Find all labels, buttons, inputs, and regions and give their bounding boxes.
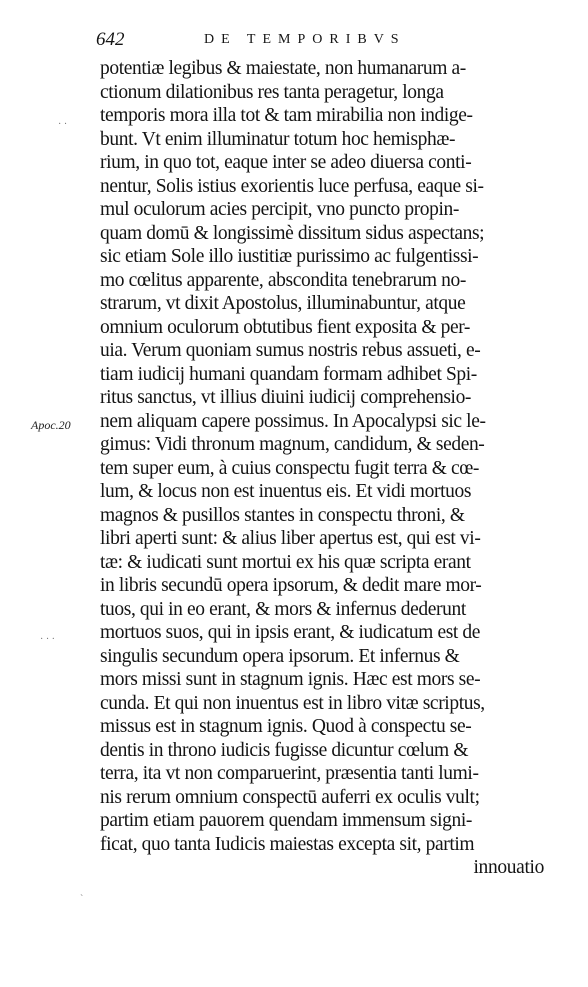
text-line: tæ: & iudicati sunt mortui ex his quæ scripta erant — [100, 551, 471, 573]
margin-speck: · · · — [40, 634, 55, 645]
text-line: terra, ita vt non comparuerint, præsentia tanti lumi- — [100, 763, 479, 784]
text-line: mors missi sunt in stagnum ignis. Hæc est mors se- — [100, 669, 481, 690]
text-line: missus est in stagnum ignis. Quod à conspectu se- — [100, 716, 472, 737]
text-line: cunda. Et qui non inuentus est in libro vitæ scriptus, — [100, 692, 485, 714]
text-line: sic etiam Sole illo iustitiæ purissimo ac fulgentissi- — [100, 246, 479, 267]
margin-speck: ` — [80, 894, 84, 905]
text-line: partim etiam pauorem quendam immensum signi- — [100, 810, 472, 831]
text-line: gimus: Vidi thronum magnum, candidum, & seden- — [100, 434, 485, 455]
catchword: innouatio — [473, 857, 544, 878]
text-line: uia. Verum quoniam sumus nostris rebus assueti, e- — [100, 340, 481, 361]
margin-note: Apoc.20 — [31, 418, 71, 432]
text-line: mortuos suos, qui in ipsis erant, & iudicatum est de — [100, 622, 481, 643]
text-line: mul oculorum acies percipit, vno puncto propin- — [100, 199, 460, 220]
text-line: tuos, qui in eo erant, & mors & infernus dederunt — [100, 598, 466, 620]
text-line: strarum, vt dixit Apostolus, illuminabuntur, atque — [100, 293, 466, 314]
text-line: magnos & pusillos stantes in conspectu throni, & — [100, 504, 465, 526]
text-line: in libris secundū opera ipsorum, & dedit mare mor- — [100, 575, 482, 596]
text-line: mo cœlitus apparente, abscondita tenebrarum no- — [100, 269, 466, 291]
text-line: bunt. Vt enim illuminatur totum hoc hemisphæ- — [100, 128, 456, 150]
text-line: quam domū & longissimè dissitum sidus aspectans; — [100, 222, 485, 244]
text-line: singulis secundum opera ipsorum. Et infernus & — [100, 645, 460, 667]
text-line: potentiæ legibus & maiestate, non humanarum a- — [100, 58, 466, 79]
text-line: dentis in throno iudicis fugisse dicuntur cœlum & — [100, 739, 469, 761]
page-number: 642 — [96, 29, 125, 50]
text-line: nis rerum omnium conspectū auferri ex oculis vult; — [100, 786, 480, 808]
text-line: lum, & locus non est inuentus eis. Et vidi mortuos — [100, 481, 472, 502]
text-line: tem super eum, à cuius conspectu fugit terra & cœ- — [100, 457, 480, 479]
page-header — [96, 29, 556, 51]
body-text — [100, 57, 580, 880]
text-line: tiam iudicij humani quandam formam adhibet Spi- — [100, 363, 477, 385]
text-line: ctionum dilationibus res tanta peragetur, longa — [100, 81, 444, 103]
text-line: ritus sanctus, vt illius diuini iudicij comprehensio- — [100, 387, 472, 408]
text-line: ficat, quo tanta Iudicis maiestas excepta sit, partim — [100, 833, 475, 855]
margin-speck: · · — [58, 119, 68, 130]
running-title: DE TEMPORIBVS — [204, 32, 406, 47]
text-line: nentur, Solis istius exorientis luce perfusa, eaque si- — [100, 175, 484, 197]
text-line: temporis mora illa tot & tam mirabilia non indige- — [100, 105, 473, 126]
text-line: omnium oculorum obtutibus fient exposita & per- — [100, 316, 471, 338]
text-line: libri aperti sunt: & alius liber apertus est, qui est vi- — [100, 528, 481, 549]
text-line: rium, in quo tot, eaque inter se adeo diuersa conti- — [100, 152, 472, 173]
text-line: nem aliquam capere possimus. In Apocalypsi sic le- — [100, 410, 486, 432]
